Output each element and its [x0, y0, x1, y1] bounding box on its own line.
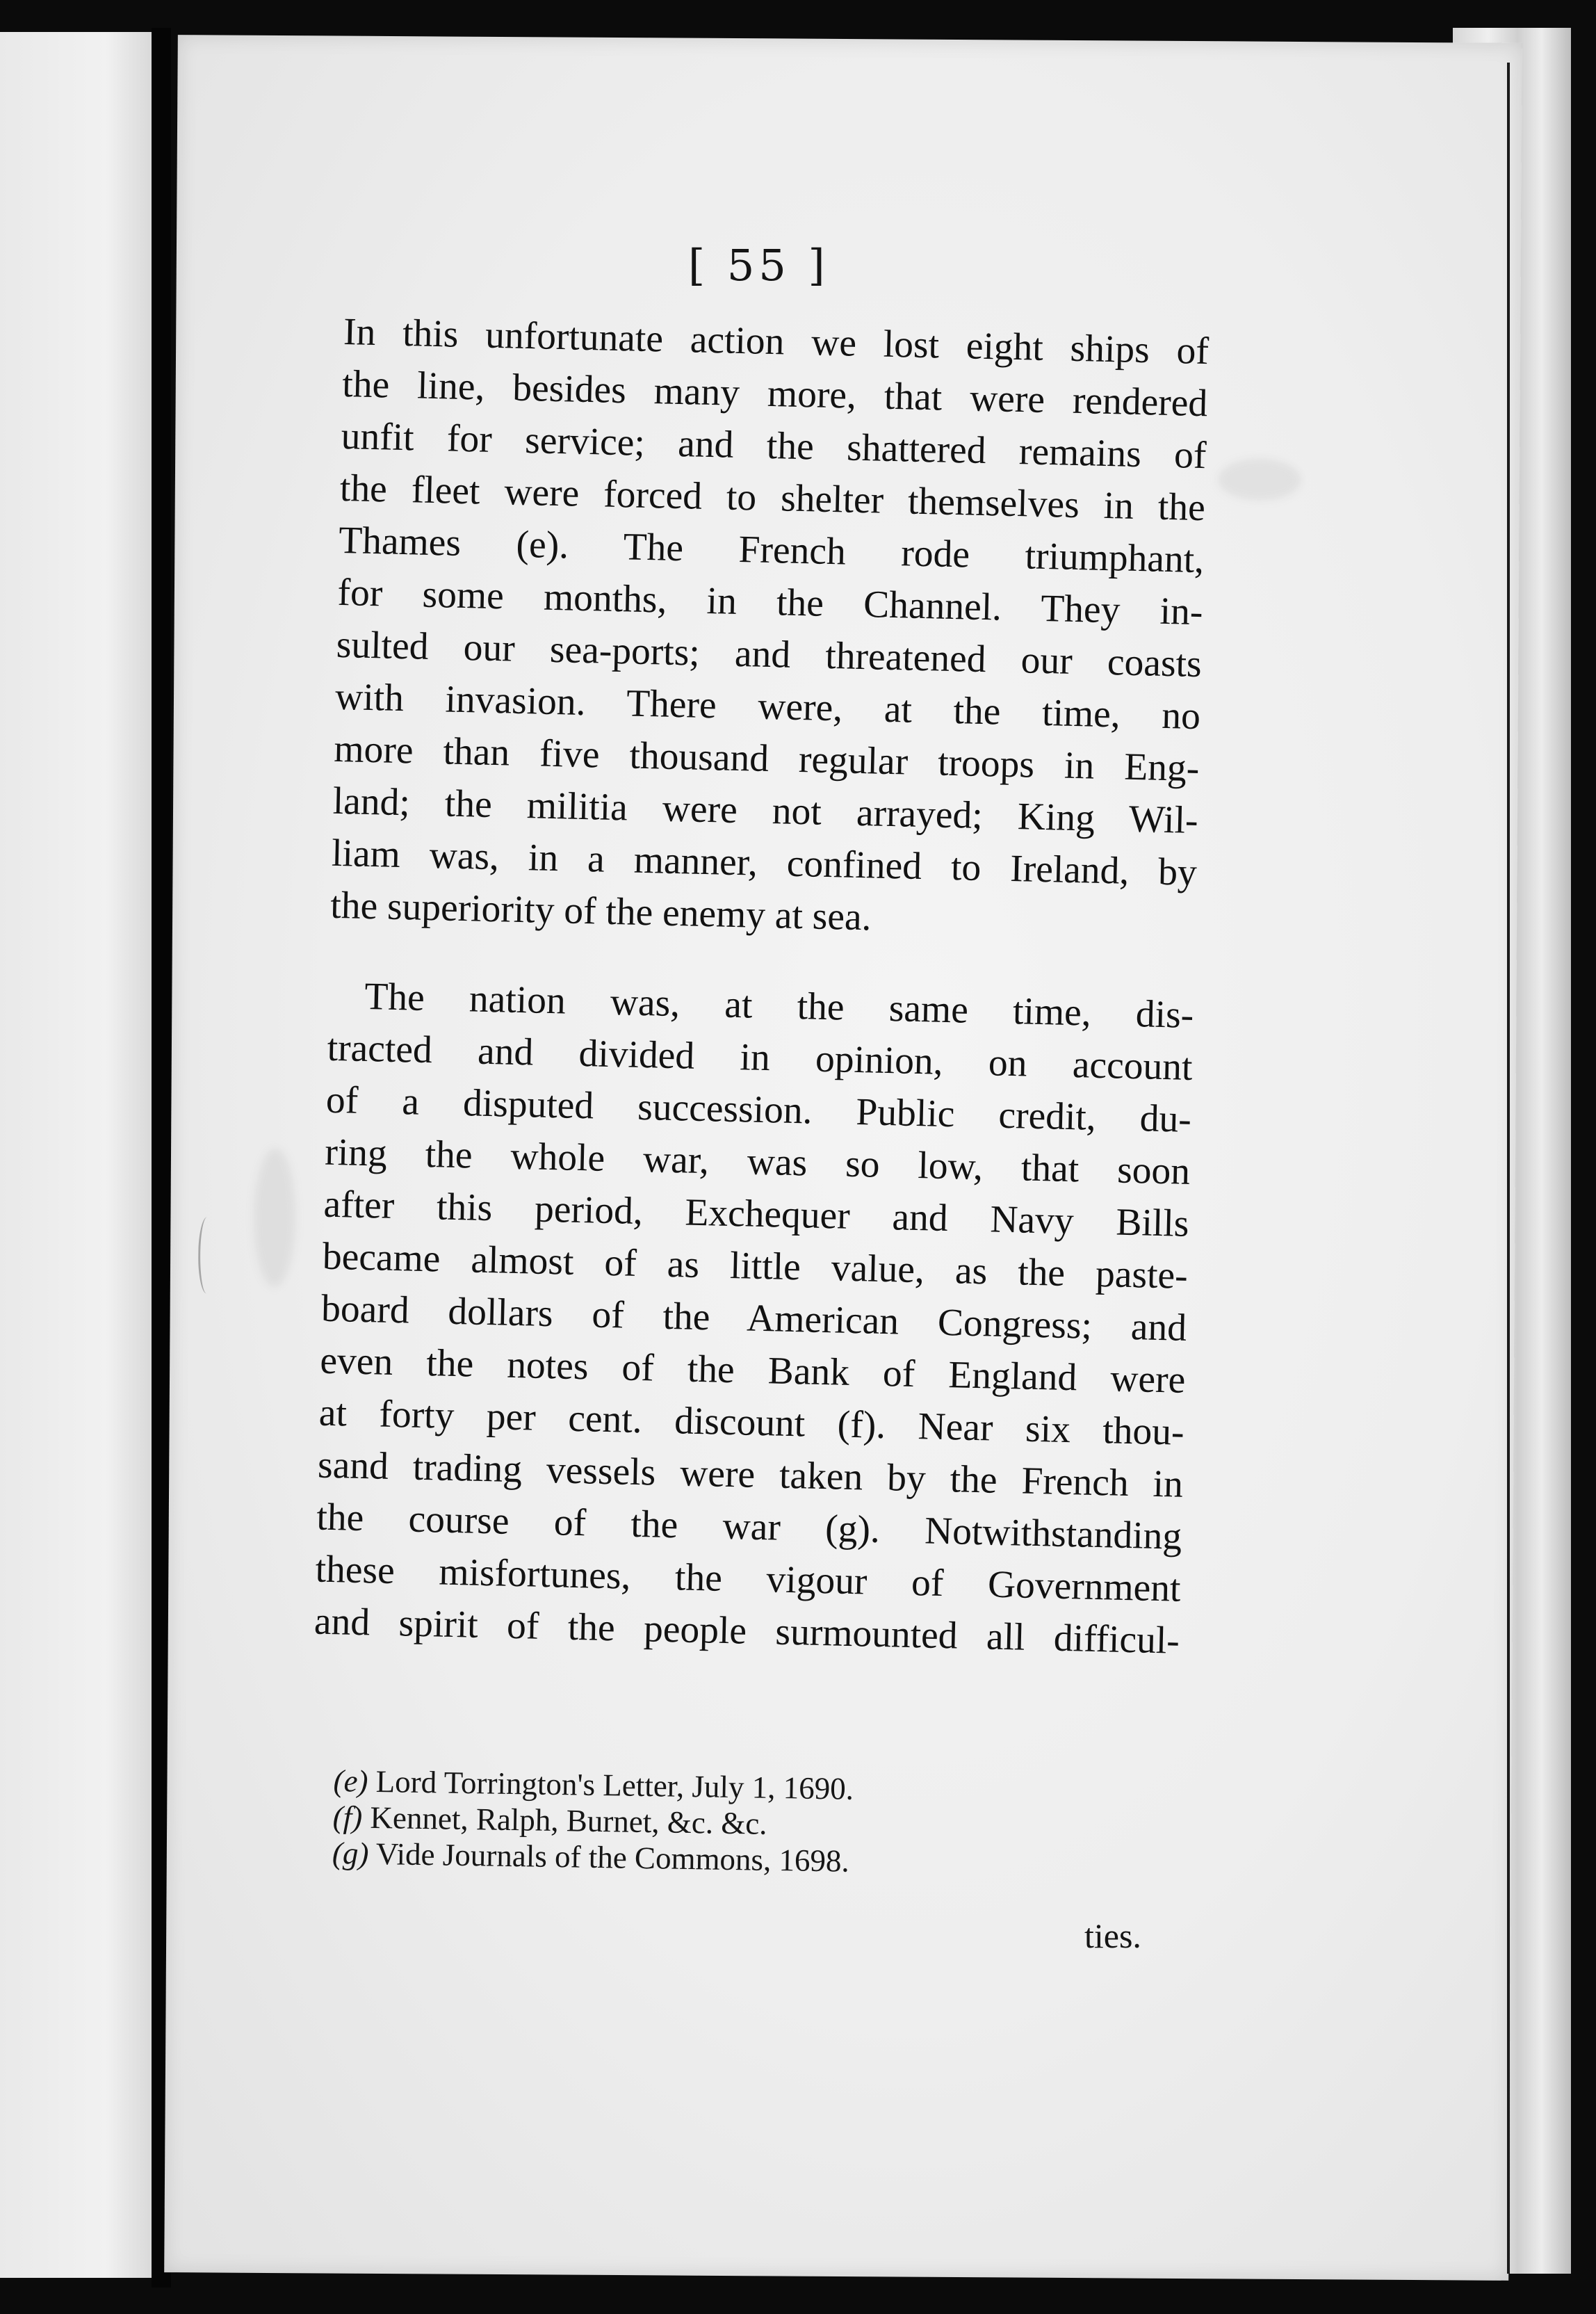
text-line: for some months, in the Channel. They in- [336, 571, 1204, 634]
paper-crease [198, 1217, 216, 1293]
text-line: became almost of as little value, as the paste- [322, 1235, 1189, 1297]
text-line: tracted and divided in opinion, on account [327, 1026, 1194, 1089]
page-right-edge [1507, 63, 1510, 2274]
text-line: In this unfortunate action we lost eight ships of [343, 310, 1210, 373]
paragraph-1 [330, 306, 1210, 951]
text-line: with invasion. There were, at the time, no [334, 675, 1201, 738]
text-line: the superiority of the enemy at sea. [329, 884, 872, 939]
text-line: even the notes of the Bank of England were [319, 1339, 1186, 1402]
footnote-text: Vide Journals of the Commons, 1698. [375, 1836, 850, 1879]
text-line: of a disputed succession. Public credit, du- [325, 1078, 1192, 1141]
text-line: board dollars of the American Congress; and [320, 1287, 1187, 1350]
text-line: Thames (e). The French rode triumphant, [338, 519, 1205, 582]
footnote-text: Lord Torrington's Letter, July 1, 1690. [375, 1763, 854, 1806]
text-line: at forty per cent. discount (f). Near six thou- [318, 1391, 1185, 1454]
text-line: liam was, in a manner, confined to Ireland, by [331, 832, 1198, 895]
paper-stain [254, 1148, 296, 1287]
text-line: these misfortunes, the vigour of Government [315, 1548, 1182, 1610]
text-line: ring the whole war, was so low, that soon [324, 1131, 1191, 1193]
footnotes [332, 1763, 1029, 1882]
body-text [314, 306, 1209, 1667]
text-line: sand trading vessels were taken by the French in [317, 1443, 1184, 1506]
text-line: unfit for service; and the shattered remains of [341, 414, 1207, 478]
footnote-text: Kennet, Ralph, Burnet, &c. &c. [370, 1799, 767, 1841]
text-line: The nation was, at the same time, dis- [364, 975, 1194, 1037]
catchword: ties. [1084, 1916, 1141, 1955]
text-line: after this period, Exchequer and Navy Bills [323, 1183, 1190, 1245]
paragraph-2 [314, 970, 1194, 1667]
text-line: the fleet were forced to shelter themselves in the [339, 467, 1206, 530]
paper-stain [1218, 458, 1301, 501]
text-line: sulted our sea-ports; and threatened our coasts [336, 623, 1203, 686]
text-line: and spirit of the people surmounted all difficul- [314, 1600, 1180, 1662]
footnote-mark: (e) [333, 1763, 368, 1799]
text-line: the line, besides many more, that were rendered [341, 362, 1208, 426]
facing-page-edge [0, 32, 152, 2278]
footnote-mark: (f) [332, 1799, 363, 1835]
page-number: [ 55 ] [688, 240, 829, 291]
text-line: more than five thousand regular troops in Eng- [333, 727, 1200, 791]
text-line: the course of the war (g). Notwithstanding [316, 1496, 1182, 1558]
text-line: land; the militia were not arrayed; King Wil- [332, 779, 1199, 843]
footnote-mark: (g) [332, 1835, 369, 1871]
